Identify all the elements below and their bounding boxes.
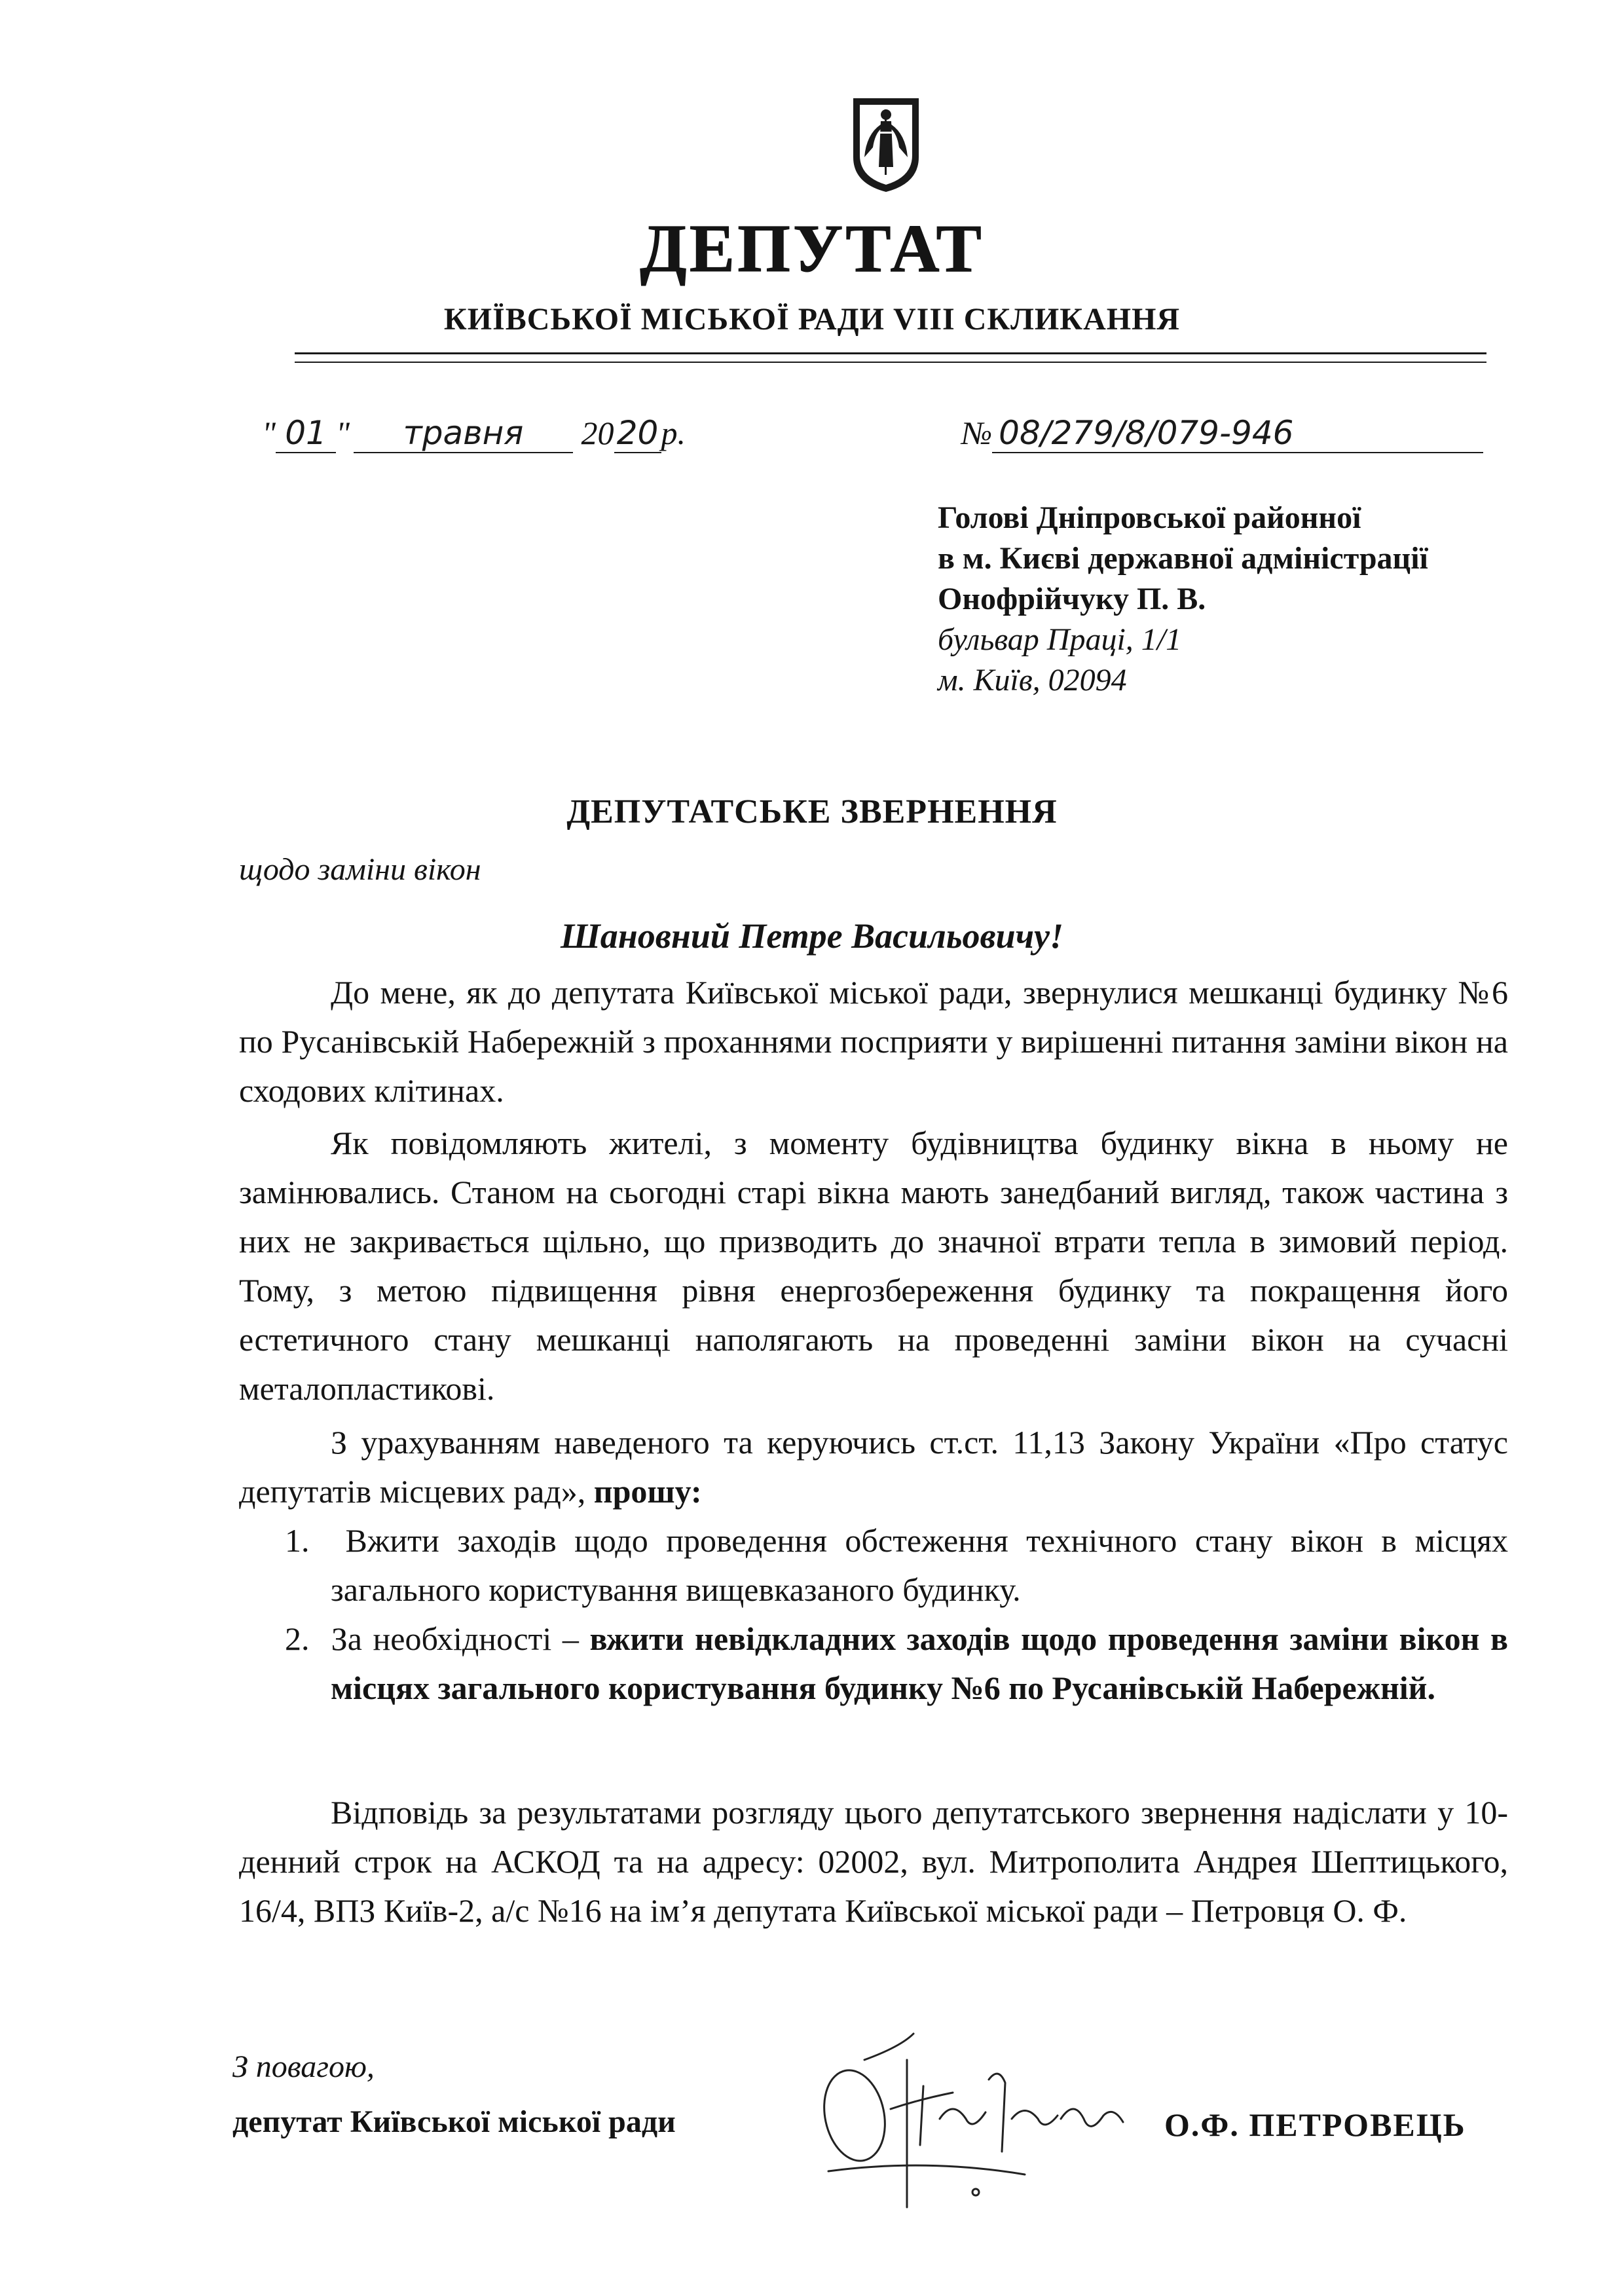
addressee-line-1: Голові Дніпровської районної xyxy=(938,500,1361,535)
document-title: ДЕПУТАТСЬКЕ ЗВЕРНЕННЯ xyxy=(566,793,1058,830)
number-sign: № xyxy=(961,415,993,451)
addressee-name: Онофрійчуку П. В. xyxy=(938,582,1206,616)
body-paragraph-2: Як повідомляють жителі, з моменту будівництва будинку вікна в ньому не замінювались. Станом на сьогодні старі вікна мають занедбаний вигляд, також частина з них не закривається щільно, що призводить до значної втрати тепла в зимовий період. Тому, з метою підвищення рівня енергозбереження будинку та покращення його естетичного стану мешканці наполягають на проведенні заміни вікон на сучасні металопластикові. xyxy=(239,1125,1508,1407)
date-line xyxy=(262,414,686,453)
signer-title: депутат Київської міської ради xyxy=(232,2104,676,2139)
body-paragraph-4: Відповідь за результатами розгляду цього депутатського звернення надіслати у 10-денний строк на АСКОД та на адресу: 02002, вул. Митрополита Андрея Шептицького, 16/4, ВПЗ Київ-2, а/с №16 на ім’я депутата Київської міської ради – Петровця О. Ф. xyxy=(239,1794,1508,1929)
date-quote-close: " xyxy=(336,415,350,451)
date-month: травня xyxy=(354,414,573,453)
addressee-city: м. Київ, 02094 xyxy=(938,663,1127,698)
date-year-suffix: 20 xyxy=(614,414,661,453)
request-number-2: 2. xyxy=(285,1620,310,1657)
request-number-1: 1. xyxy=(285,1522,310,1559)
date-year-prefix: 20 xyxy=(581,415,614,451)
request-text-2-bold: вжити невідкладних заходів щодо проведення заміни вікон в місцях загального користування будинку №6 по Русанівській Набережній. xyxy=(331,1620,1509,1706)
request-text-2: За необхідності – xyxy=(331,1620,579,1657)
para3-request: прошу: xyxy=(593,1473,702,1510)
addressee-street: бульвар Праці, 1/1 xyxy=(938,622,1182,657)
date-day: 01 xyxy=(276,414,336,453)
header-divider-thick xyxy=(295,352,1486,354)
salutation: Шановний Петре Васильовичу! xyxy=(560,916,1064,956)
request-item-2 xyxy=(239,1614,1508,1713)
closing: З повагою, xyxy=(232,2049,375,2084)
number-value: 08/279/8/079-946 xyxy=(992,414,1483,453)
body-paragraph-3 xyxy=(239,1418,1508,1516)
handwritten-signature xyxy=(809,2021,1149,2217)
document-subject: щодо заміни вікон xyxy=(239,852,481,887)
addressee-line-2: в м. Києві державної адміністрації xyxy=(938,541,1428,576)
document-number xyxy=(961,414,1483,453)
request-item-1 xyxy=(239,1516,1508,1614)
request-text-1: Вжити заходів щодо проведення обстеження технічного стану вікон в місцях загального користування вищевказаного будинку. xyxy=(331,1522,1508,1608)
kyiv-coat-of-arms-icon xyxy=(850,95,922,193)
body-paragraph-1: До мене, як до депутата Київської міської ради, звернулися мешканці будинку №6 по Русанівській Набережній з проханнями посприяти у вирішенні питання заміни вікон на сходових клітинах. xyxy=(239,974,1508,1109)
page-title: ДЕПУТАТ xyxy=(640,211,984,286)
page-subtitle: КИЇВСЬКОЇ МІСЬКОЇ РАДИ VIII СКЛИКАННЯ xyxy=(443,302,1181,337)
date-quote-open: " xyxy=(262,415,276,451)
date-year-mark: р. xyxy=(661,415,686,451)
signer-name: О.Ф. ПЕТРОВЕЦЬ xyxy=(1164,2106,1466,2143)
header-divider-thin xyxy=(295,362,1486,363)
addressee-block xyxy=(938,498,1428,701)
para3-text: З урахуванням наведеного та керуючись ст.ст. 11,13 Закону України «Про статус депутатів місцевих рад», xyxy=(239,1424,1508,1510)
